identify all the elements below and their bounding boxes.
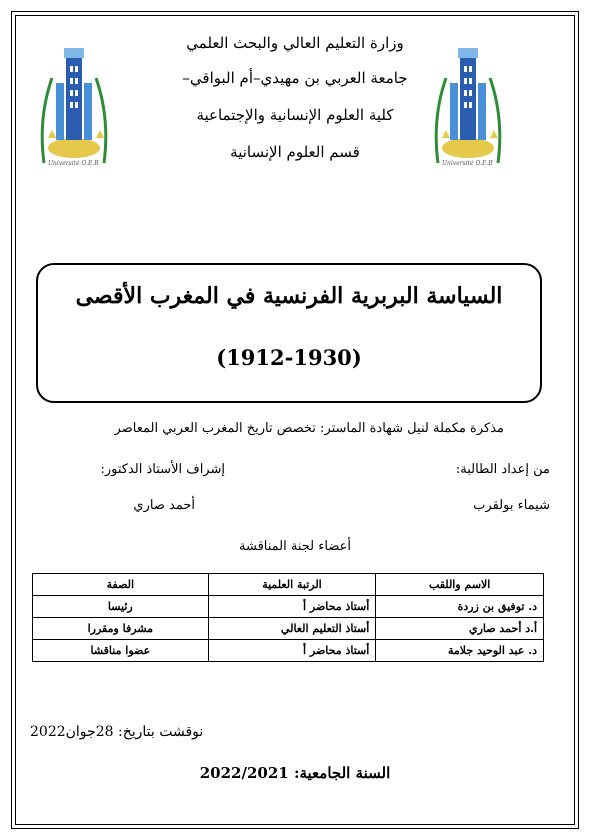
- supervisor-name: أحمد صاري: [133, 498, 195, 513]
- member-name: د. توفيق بن زردة: [376, 596, 544, 618]
- department-line: قسم العلوم الإنسانية: [230, 143, 360, 161]
- student-label: من إعداد الطالبة:: [455, 462, 550, 477]
- header-role: الصفة: [33, 574, 209, 596]
- university-emblem-icon: [428, 38, 508, 168]
- member-rank: أستاذ محاضر أ: [208, 640, 376, 662]
- logo-caption-right: Université O.E.B: [442, 160, 493, 167]
- logo-caption-left: Université O.E.B: [48, 160, 99, 167]
- university-emblem-icon: [34, 38, 114, 168]
- table-row: [33, 596, 544, 618]
- student-name: شيماء بولقرب: [473, 498, 550, 513]
- table-header-row: [33, 574, 544, 596]
- member-role: مشرفا ومقررا: [33, 618, 209, 640]
- academic-year: السنة الجامعية: 2022/2021: [199, 764, 391, 782]
- table-row: [33, 640, 544, 662]
- thesis-years: (1912-1930): [216, 345, 362, 370]
- thesis-title: السياسة البربرية الفرنسية في المغرب الأقصى: [75, 283, 503, 309]
- ministry-line: وزارة التعليم العالي والبحث العلمي: [186, 34, 404, 52]
- member-rank: أستاذ التعليم العالي: [208, 618, 376, 640]
- member-name: أ.د أحمد صاري: [376, 618, 544, 640]
- thesis-note: مذكرة مكملة لنيل شهادة الماستر: تخصص تاريخ المغرب العربي المعاصر: [114, 421, 504, 436]
- university-logo-right: [428, 38, 508, 168]
- supervisor-label: إشراف الأستاذ الدكتور:: [100, 462, 225, 477]
- defense-date: نوقشت بتاريخ: 28جوان2022: [30, 724, 204, 740]
- committee-table: [32, 573, 544, 662]
- title-box: [36, 263, 542, 403]
- university-line: جامعة العربي بن مهيدي–أم البواقي–: [182, 69, 408, 87]
- member-rank: أستاذ محاضر أ: [208, 596, 376, 618]
- committee-title: أعضاء لجنة المناقشة: [239, 539, 351, 554]
- header-name: الاسم واللقب: [376, 574, 544, 596]
- member-role: رئيسا: [33, 596, 209, 618]
- university-logo-left: [34, 38, 114, 168]
- member-name: د. عبد الوحيد جلامة: [376, 640, 544, 662]
- faculty-line: كلية العلوم الإنسانية والإجتماعية: [196, 106, 394, 124]
- table-row: [33, 618, 544, 640]
- member-role: عضوا مناقشا: [33, 640, 209, 662]
- header-rank: الرتبة العلمية: [208, 574, 376, 596]
